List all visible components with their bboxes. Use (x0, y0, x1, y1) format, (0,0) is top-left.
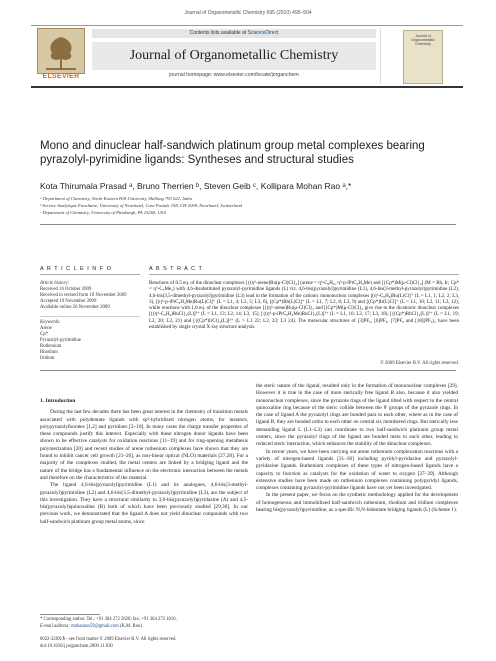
history-label: Article history: (40, 281, 70, 286)
footnote-email (40, 624, 250, 630)
keyword-item: Ruthenium (40, 344, 62, 349)
affiliation-b: ᵇ Service Analytique Facultaire, University of Neuchatel, Case Postale 158, CH-2009, Neuchatel, Switzerland (40, 203, 242, 208)
doi-line[interactable]: doi:10.1016/j.jorganchem.2009.11.030 (40, 644, 113, 649)
contents-strip (92, 29, 376, 38)
paragraph: In recent years, we have been carrying out arene ruthenium complexation reactions with a variety of nitrogen-based ligands [31–36] including pyridyl-pyridazine and pyrazolyl-pyridazine ligands. Ruthenium complexes of these types of nitrogen-based ligands have a capacity to function as catalysts for the oxidation of water to oxygen [37–39]. Although extensive studies have been made on ruthenium complexes containing polypyridyl ligands, complexes containing pyrazolyl-pyrimidine ligands have not yet been investigated. (256, 448, 458, 492)
email-suffix: (K.M. Rao). (118, 624, 143, 629)
footnote-rule (40, 614, 100, 615)
footnote-corresponding: * Corresponding author. Tel.: +91 364 272 2620; fax: +91 364 272 1010. (40, 617, 177, 622)
history-online: Available online 26 November 2009 (40, 305, 110, 310)
body-right-column (256, 383, 458, 514)
running-head: Journal of Organometallic Chemistry 695 (2010) 495–504 (184, 10, 312, 16)
elsevier-tree-icon (37, 28, 85, 74)
keyword-item: Cp* (40, 332, 48, 337)
info-separator (40, 316, 140, 317)
paragraph: The ligand 4,6-bis(pyrazolyl)pyrimidine (L1) and its analogues, 4,6-bis(3-methyl-pyrazolyl)pyrimidine (L2) and 4,6-bis(3,5-dimethyl-pyrazolyl)pyrimidine (L3), are the subject of this investigation. They have a structural similarity to 3,6-bis(pyrazolyl)pyridazine (A) and 4,5-bis(pyrazolyl)quinoxaline (B) both of which have been previously studied [29,30]. In our previous work, we demonstrated that the ligand A does not yield dinuclear compounds with two half-sandwich platinum group metal atoms, since (40, 482, 248, 525)
divider-abstract-bottom (40, 370, 456, 371)
paragraph: the steric nature of the ligand, resulted only in the formation of mononuclear complexes [29]. However it is true in the case of more sterically free ligand B also, because it also yielded mononuclear complexes, since the pyrazole rings of the ligand tilted with respect to the central quinoxaline ring because of the steric collide between the 8' groups of the pyrazole rings. In the case of ligand A the pyrazolyl rings are bonded para to each other, where as in the case of ligand B, they are bonded ortho to each other on central six membered rings. But sterically less demanding ligand L (L1–L3) can coordinate to two half-sandwich platinum group metal centers, since the pyrazolyl rings of the ligand are bonded meta to each other, leading to reduced steric interaction, which enhances the stability of the dinuclear complexes. (256, 383, 458, 448)
divider-top (40, 224, 456, 225)
keywords (40, 320, 140, 362)
affiliation-a: ᵃ Department of Chemistry, North Eastern Hill University, Shillong 793 022, India (40, 196, 192, 201)
sciencedirect-link[interactable]: ScienceDirect (247, 30, 279, 36)
history-accepted: Accepted 19 November 2009 (40, 299, 97, 304)
article-info-heading: A R T I C L E I N F O (40, 266, 112, 272)
paragraph: During the last few decades there has been great interest in the chemistry of transition metals associated with polydentate ligands with sp²-hybridized nitrogen atoms, for instance, polypyrazolylborates [1,2] and pyridines [2–10]. In many cases the charge transfer properties of these compounds justify this interest. Especially with these nitrogen donor ligands have been shown to be effective catalysts for oxidation reactions [11–19] and for ring-opening metathesis polymerization [20] and recent studies of arene ruthenium complexes have shown that they are found to inhibit cancer cell growth [21–26], as non-linear optical (NLO) materials [27,28]. For a majority of the complexes studied, the metal centers are linked by a bridging ligand and the nature of the bridge has a fundamental influence on the electronic interaction between the metals and therefore on the characteristics of the material. (40, 409, 248, 481)
info-rule (40, 274, 140, 275)
history-received: Received 16 October 2009 (40, 287, 92, 292)
keyword-item: Pyrazolyl-pyrimidine (40, 338, 82, 343)
paragraph: In the present paper, we focus on the synthetic methodology applied for the development of homogeneous and immobilized half-sandwich ruthenium, rhodium and iridium complexes bearing bis(pyrazolyl)pyrimidine, as a specific N,N-bidentate bridging ligands (L) (Scheme 1). (256, 492, 458, 514)
article-title: Mono and dinuclear half-sandwich platinum group metal complexes bearing pyrazolyl-pyrimidine ligands: Syntheses and structural studies (40, 140, 425, 166)
abstract-rule (149, 274, 459, 275)
abstract-heading: A B S T R A C T (149, 266, 203, 272)
article-history (40, 281, 140, 311)
journal-homepage[interactable]: journal homepage: www.elsevier.com/locate/jorganchem (169, 72, 299, 78)
keywords-label: Keywords: (40, 320, 61, 325)
article-authors: Kota Thirumala Prasad ᵃ, Bruno Therrien ᵇ, Steven Geib ᶜ, Kollipara Mohan Rao ᵃ,* (40, 181, 352, 191)
abstract-text: Reactions of 0.5 eq. of the dinuclear complexes [{(η⁶-arene)Ru(μ-Cl)Cl}₂] (arene = η⁶-C₆H₆, η⁶-p-iPrC₆H₄Me) and [{Cp*)M(μ-Cl)Cl}₂] (M = Rh, Ir; Cp* = η⁵-C₅Me₅) with 4,6-disubstituted pyrazolyl-pyrimidine ligands (L) viz. 4,6-bis(pyrazolyl)pyrimidine (L1), 4,6-bis(3-methyl-pyrazolyl)pyrimidine (L2), 4,6-bis(3,5-dimethyl-pyrazolyl)pyrimidine (L3) lead to the formation of the cationic mononuclear complexes [(η⁶-C₆H₆)Ru(L)Cl]⁺ (L = L1, 1; L2, 2; L3, 3), [(η⁶-p-iPrC₆H₄Me)Ru(L)Cl]⁺ (L = L1, 4; L2, 5; L3, 6), [(Cp*)Rh(L)Cl]⁺ (L = L1, 7; L2, 8; L3, 9) and [(Cp*)Ir(L)Cl]⁺ (L = L1, 10; L2, 11; L3, 12), while reactions with 1.0 eq. of the dinuclear complexes [{(η⁶-arene)Ru(μ-Cl)Cl}₂ and [(Cp*)M(μ-Cl)Cl}₂ give rise to the dicationic dinuclear complexes [{(η⁶-C₆H₆)RuCl}₂(L)]²⁺ (L = L1, 13; L2, 14; L3, 15), [{(η⁶-p-iPrC₆H₄Me)RuCl}₂(L)]²⁺ (L = L1, 16; L2, 17; L3, 18), [{(Cp*)RhCl}₂(L)]²⁺ (L = L1, 19; L2, 20; L3, 21) and [{(Cp*)IrCl}₂(L)]²⁺ (L = L1 22; L2, 23; L3 24). The molecular structures of [3]PF₆, [6]PF₆, [7]PF₆ and [18](PF₆)₂ have been established by single crystal X-ray structure analysis. (149, 281, 459, 331)
history-revised: Received in revised form 18 November 2009 (40, 293, 127, 298)
keyword-item: Arene (40, 326, 52, 331)
issn-line: 0022-328X/$ - see front matter © 2009 Elsevier B.V. All rights reserved. (40, 637, 177, 642)
email-link[interactable]: mohanrao59@gmail.com (71, 624, 119, 629)
copyright: © 2009 Elsevier B.V. All rights reserved. (380, 361, 459, 366)
affiliation-c: ᶜ Department of Chemistry, University of Pittsburgh, PA 15260, USA (40, 210, 166, 215)
keyword-item: Iridium (40, 356, 55, 361)
journal-title: Journal of Organometallic Chemistry (92, 42, 376, 70)
contents-prefix: Contents lists available at (189, 30, 248, 36)
email-label: E-mail address: (40, 624, 72, 629)
section-heading: 1. Introduction (40, 398, 76, 404)
publisher-name: ELSEVIER (42, 73, 80, 80)
journal-cover (380, 28, 463, 84)
publisher-logo (33, 28, 89, 84)
body-left-column (40, 398, 248, 526)
cover-title: Journal of Organometallic Chemistry (411, 34, 435, 46)
cover-image (403, 30, 443, 84)
keyword-item: Rhodium (40, 350, 58, 355)
